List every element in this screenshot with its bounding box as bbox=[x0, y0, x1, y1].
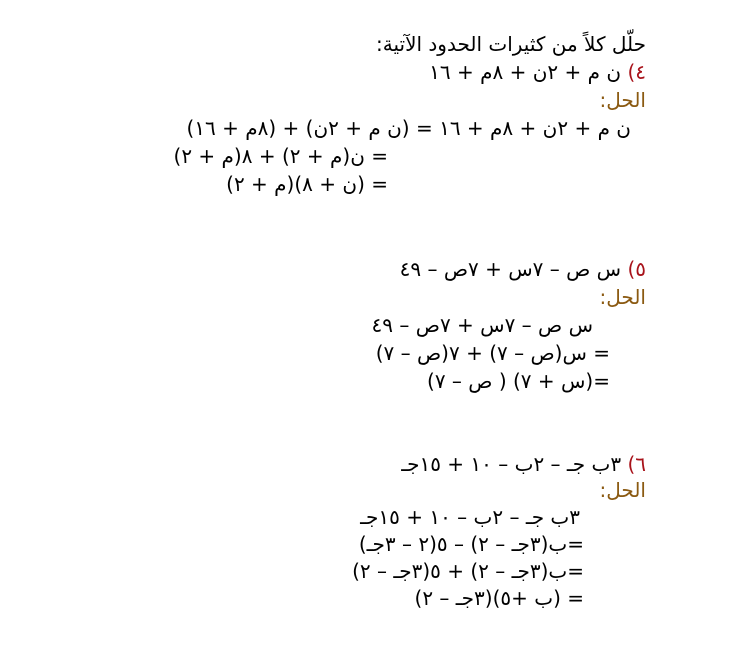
solution-step: = (ب +٥)(٣جـ – ٢) bbox=[414, 586, 584, 610]
problem-number: ٥) bbox=[627, 257, 646, 281]
solution-label: الحل: bbox=[599, 285, 646, 309]
problem-6 bbox=[401, 450, 646, 478]
solution-step: = س(ص – ٧) + ٧(ص – ٧) bbox=[375, 341, 610, 365]
problem-number: ٤) bbox=[627, 60, 646, 84]
problem-expression: ٣ب جـ – ٢ب – ١٠ + ١٥جـ bbox=[401, 452, 622, 476]
solution-step: ٣ب جـ – ٢ب – ١٠ + ١٥جـ bbox=[360, 505, 580, 529]
problem-number: ٦) bbox=[627, 452, 646, 476]
problem-expression: س ص – ٧س + ٧ص – ٤٩ bbox=[399, 257, 622, 281]
instruction-heading: حلّل كلاً من كثيرات الحدود الآتية: bbox=[376, 32, 646, 56]
solution-step: =ب(٣جـ – ٢) – ٥(٢ – ٣جـ) bbox=[358, 532, 584, 556]
solution-step: =(س + ٧) ( ص – ٧) bbox=[427, 369, 610, 393]
solution-step: = (ن + ٨)(م + ٢) bbox=[226, 172, 388, 196]
solution-step: = ن(م + ٢) + ٨(م + ٢) bbox=[173, 144, 388, 168]
problem-5 bbox=[400, 255, 646, 283]
solution-label: الحل: bbox=[599, 88, 646, 112]
problem-4 bbox=[429, 58, 646, 86]
solution-label: الحل: bbox=[599, 478, 646, 502]
problem-expression: ن م + ٢ن + ٨م + ١٦ bbox=[429, 60, 622, 84]
solution-step: =ب(٣جـ – ٢) + ٥(٣جـ – ٢) bbox=[352, 559, 584, 583]
solution-step: س ص – ٧س + ٧ص – ٤٩ bbox=[371, 313, 593, 337]
solution-step: ن م + ٢ن + ٨م + ١٦ = (ن م + ٢ن) + (٨م + ١٦) bbox=[186, 116, 631, 140]
